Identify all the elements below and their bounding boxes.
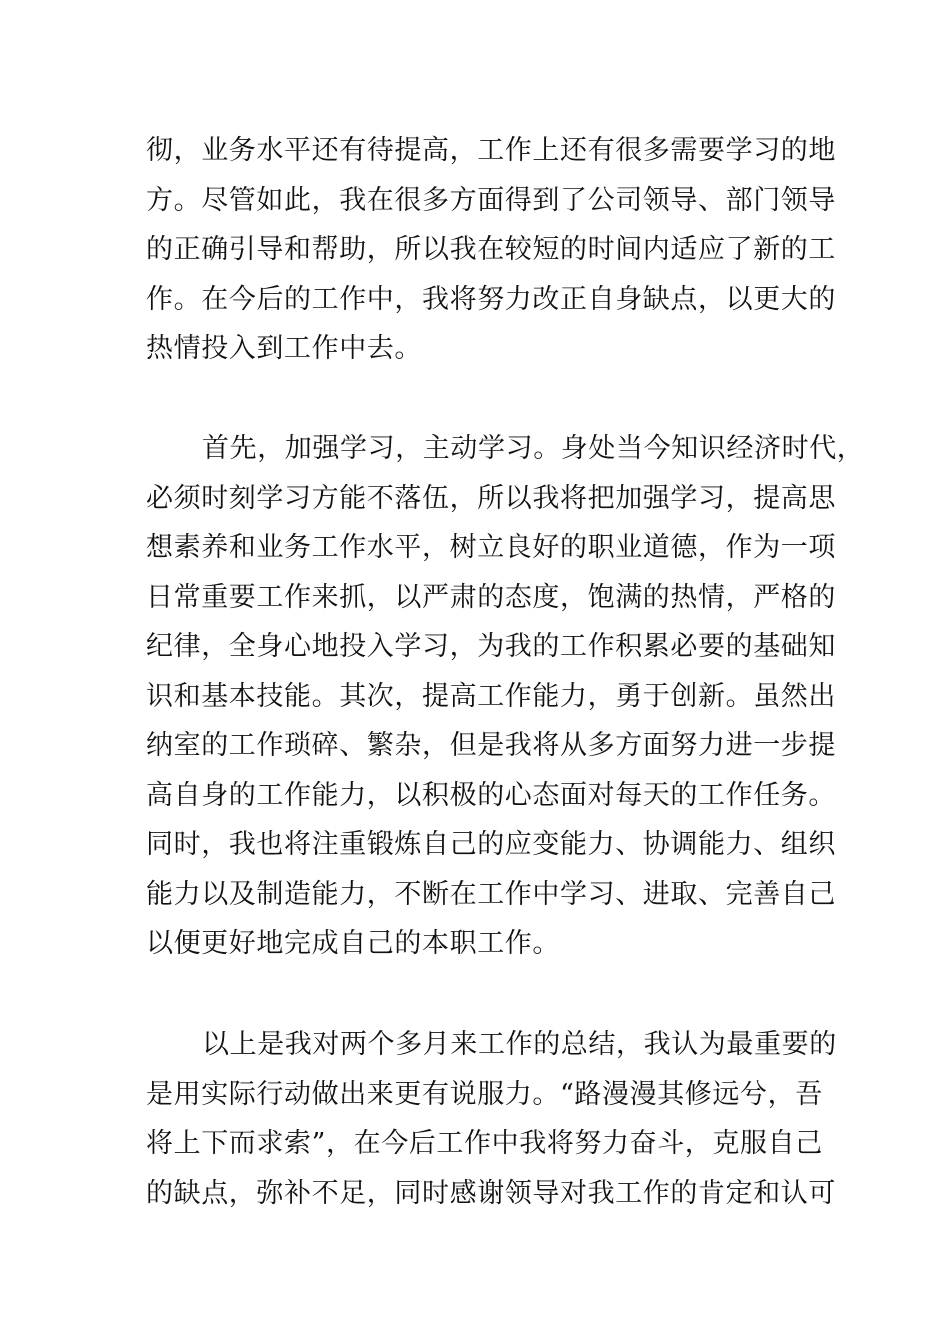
text-line: 首先，加强学习，主动学习。身处当今知识经济时代， [202,433,865,464]
text-line: 以便更好地完成自己的本职工作。 [146,928,560,959]
text-line: 同时，我也将注重锻炼自己的应变能力、协调能力、组织 [146,829,836,860]
text-line: 热情投入到工作中去。 [146,333,422,364]
text-line: 纳室的工作琐碎、繁杂，但是我将从多方面努力进一步提 [146,730,836,761]
text-line: 能力以及制造能力，不断在工作中学习、进取、完善自己 [146,878,836,910]
paragraph-3 [146,1020,837,1218]
text-line: 高自身的工作能力，以积极的心态面对每天的工作任务。 [146,779,836,811]
text-line: 是用实际行动做出来更有说服力。“路漫漫其修远兮，吾 [146,1078,823,1110]
text-line: 的缺点，弥补不足，同时感谢领导对我工作的肯定和认可 [146,1177,836,1209]
paragraph-2 [146,424,865,969]
text-line: 方。尽管如此，我在很多方面得到了公司领导、部门领导 [146,184,836,216]
text-line: 彻，业务水平还有待提高，工作上还有很多需要学习的地 [146,135,836,166]
text-line: 以上是我对两个多月来工作的总结，我认为最重要的 [202,1029,837,1060]
text-line: 日常重要工作来抓，以严肃的态度，饱满的热情，严格的 [146,581,836,613]
text-line: 作。在今后的工作中，我将努力改正自身缺点，以更大的 [146,283,836,315]
text-line: 必须时刻学习方能不落伍，所以我将把加强学习，提高思 [146,482,836,514]
text-line: 纪律，全身心地投入学习，为我的工作积累必要的基础知 [146,631,836,662]
paragraph-1 [146,126,836,374]
text-line: 想素养和业务工作水平，树立良好的职业道德，作为一项 [146,532,836,563]
text-line: 识和基本技能。其次，提高工作能力，勇于创新。虽然出 [146,680,836,712]
text-line: 将上下而求索”，在今后工作中我将努力奋斗，克服自己 [146,1128,823,1159]
text-line: 的正确引导和帮助，所以我在较短的时间内适应了新的工 [146,234,836,265]
